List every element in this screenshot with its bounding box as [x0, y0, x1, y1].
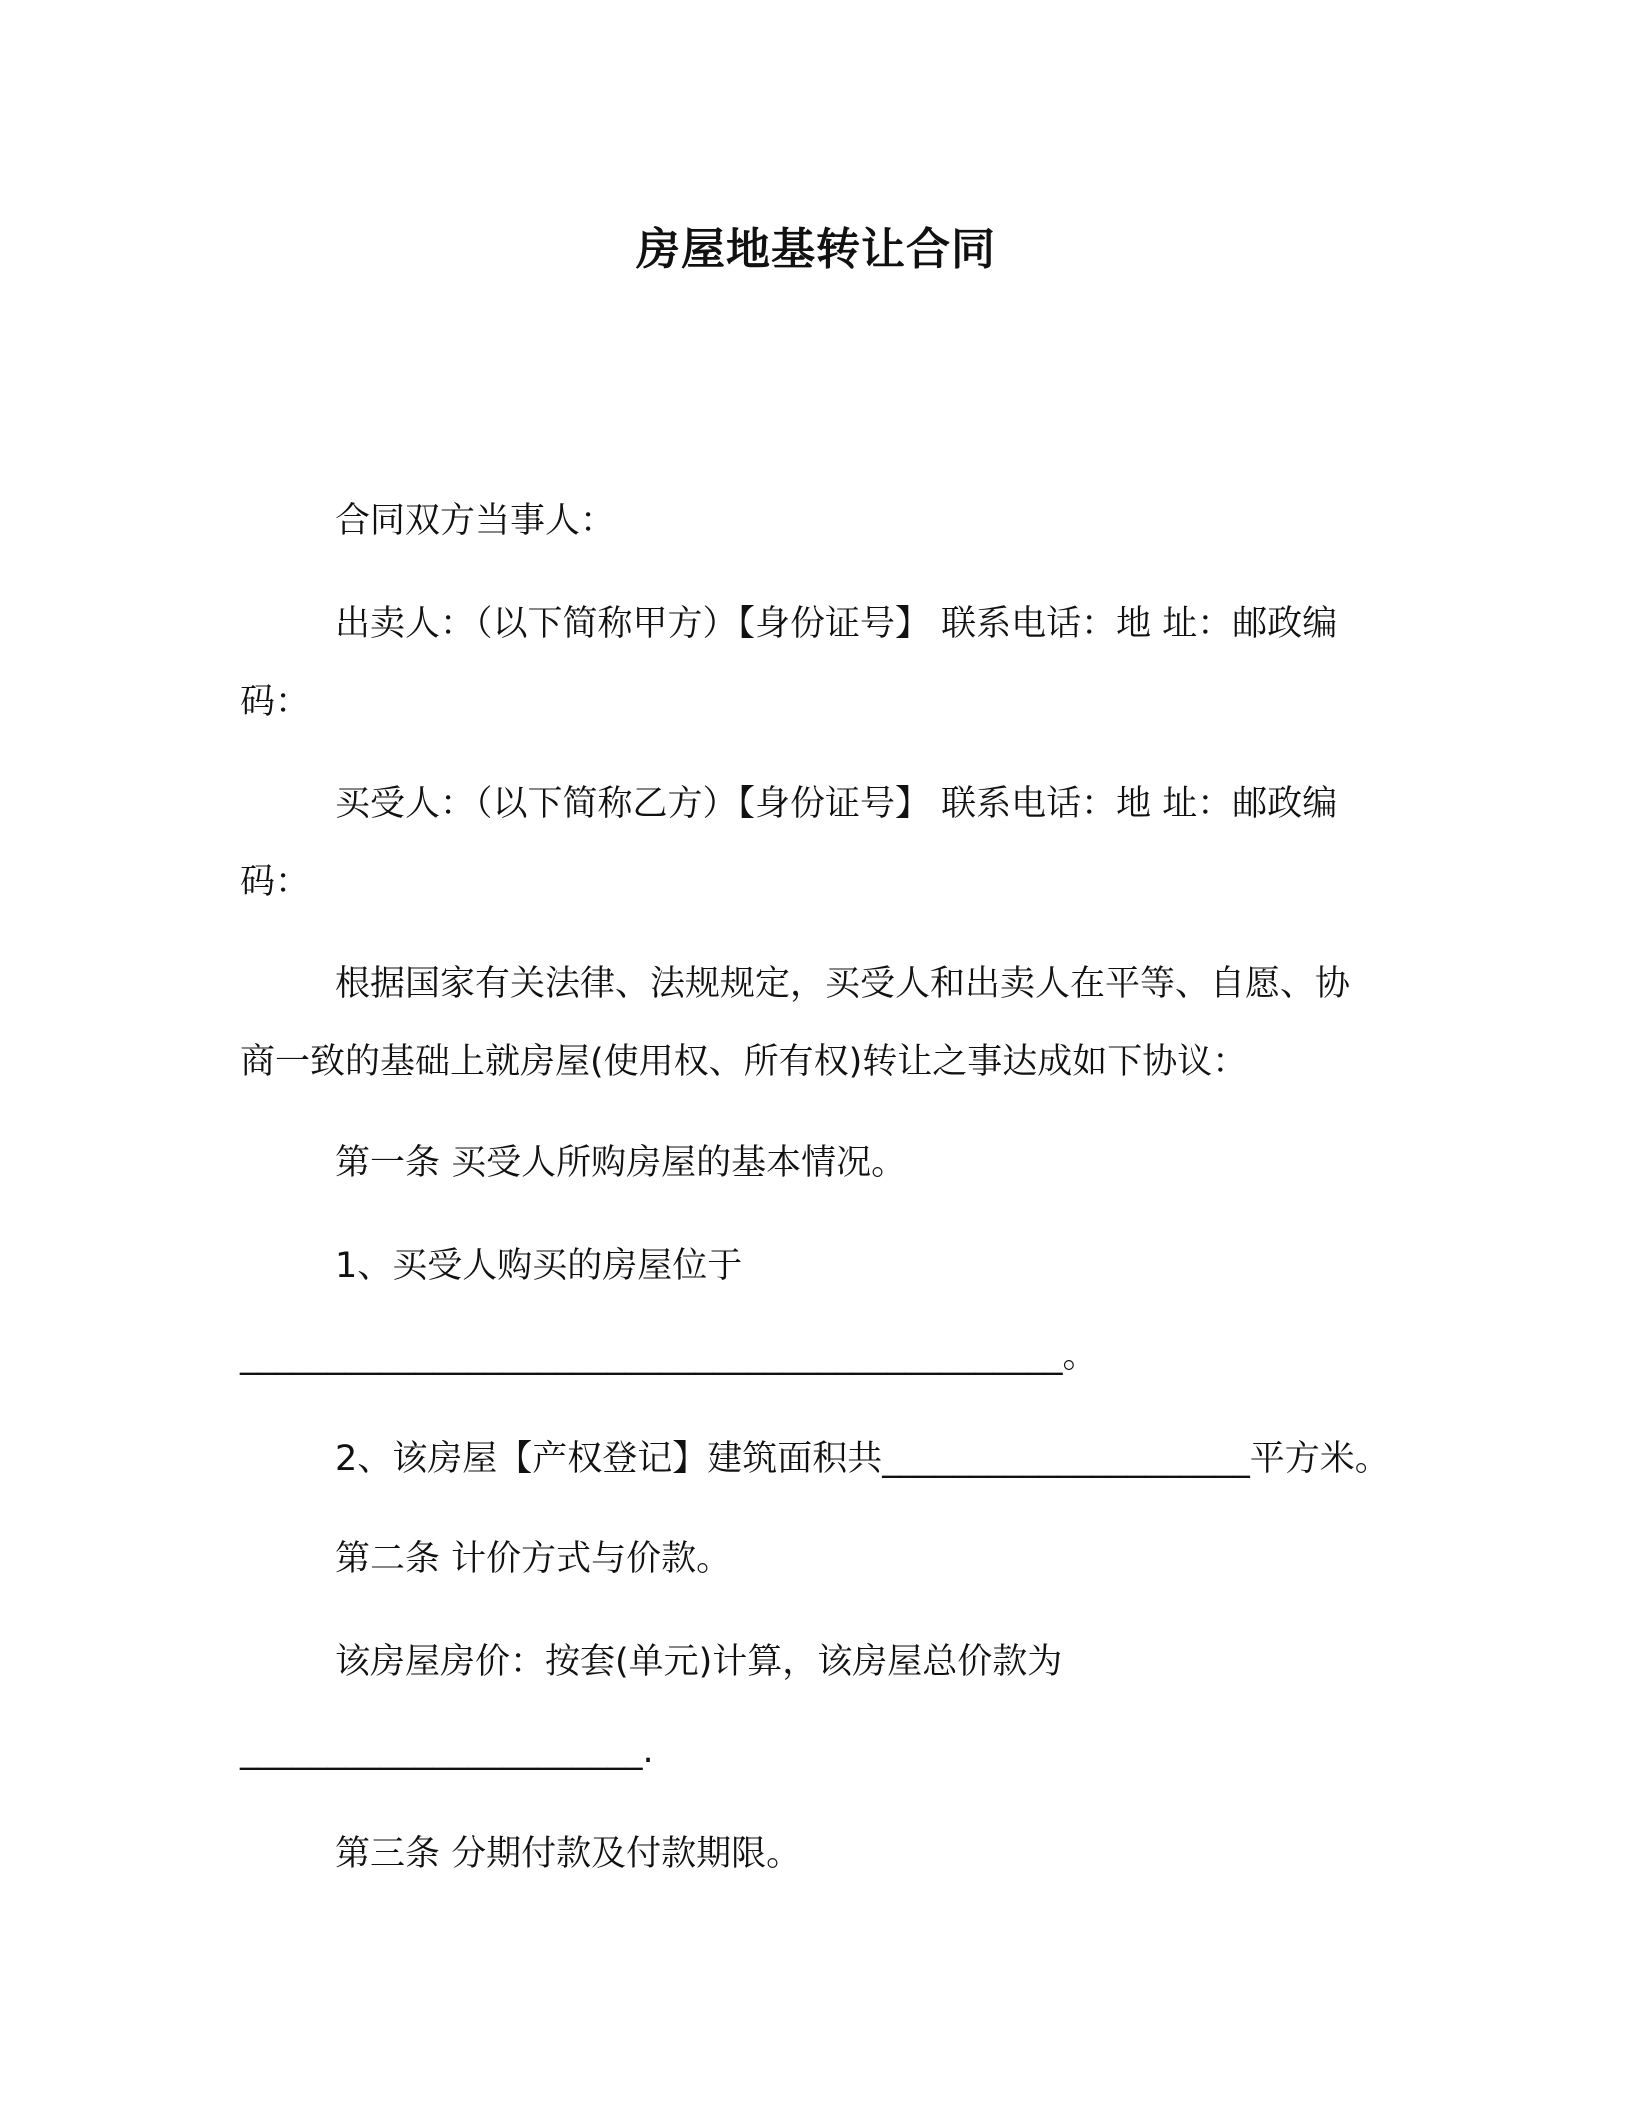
article-1-item-2: 2、该房屋【产权登记】建筑面积共_____________________平方米。 [335, 1439, 1390, 1479]
location-blank-line: _______________________________________________。 [240, 1336, 1098, 1376]
preamble-paragraph: 根据国家有关法律、法规规定，买受人和出卖人在平等、自愿、协商一致的基础上就房屋(使用权、所有权)转让之事达成如下协议： [240, 964, 1351, 1082]
seller-info: 出卖人：（以下简称甲方）【身份证号】 联系电话：地 址：邮政编码： [240, 604, 1338, 722]
price-paragraph: 该房屋房价：按套(单元)计算，该房屋总价款为 [335, 1642, 1063, 1682]
article-1-item-1: 1、买受人购买的房屋位于 [335, 1246, 743, 1286]
article-1-heading: 第一条 买受人所购房屋的基本情况。 [335, 1143, 907, 1183]
article-2-heading: 第二条 计价方式与价款。 [335, 1539, 732, 1579]
parties-heading: 合同双方当事人： [335, 501, 616, 541]
buyer-info: 买受人：（以下简称乙方）【身份证号】 联系电话：地 址：邮政编码： [240, 784, 1338, 902]
article-3-heading: 第三条 分期付款及付款期限。 [335, 1834, 802, 1874]
price-blank-line: _______________________. [240, 1731, 654, 1771]
document-title: 房屋地基转让合同 [636, 224, 996, 275]
